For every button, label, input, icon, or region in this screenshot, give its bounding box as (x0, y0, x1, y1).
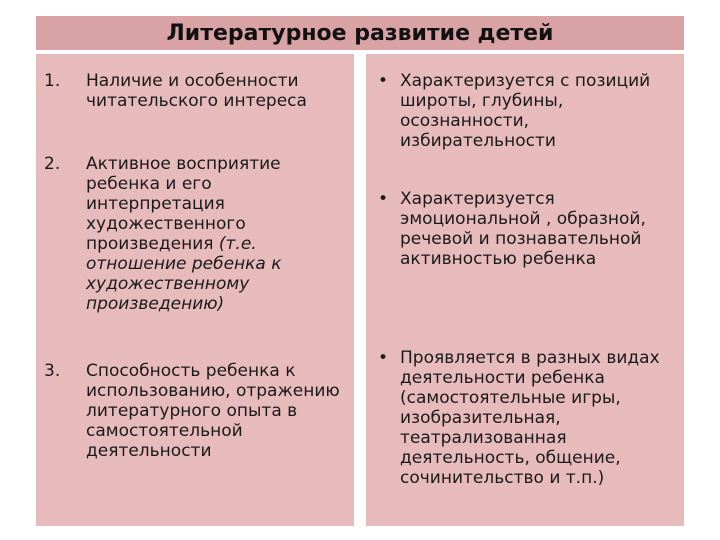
bullet-text: Характеризуется эмоциональной , образной, речевой и познавательной активностью ребенка (400, 189, 646, 269)
item-number: 3. (44, 361, 61, 381)
page-title: Литературное развитие детей (166, 20, 554, 46)
item-text: Способность ребенка к использованию, отражению литературного опыта в самостоятельной деятельности (86, 361, 340, 461)
title-bar (36, 16, 684, 50)
item-text-normal: Активное восприятие ребенка и его интерпретация художественного произведения (86, 154, 281, 254)
bullet-text: Проявляется в разных видах деятельности ребенка (самостоятельные игры, изобразительная, театрализованная деятельность, общение, сочинительство и т.п.) (400, 348, 660, 488)
item-number: 1. (44, 71, 61, 91)
left-column-panel (36, 54, 354, 526)
bullet-icon: • (378, 348, 389, 368)
bullet-text: Характеризуется с позиций широты, глубины, осознанности, избирательности (400, 71, 651, 151)
right-column-panel (366, 54, 684, 526)
item-text (86, 154, 348, 314)
bullet-icon: • (378, 189, 389, 209)
item-text-italic: (т.е. отношение ребенка к художественному произведению) (86, 234, 282, 314)
item-text: Наличие и особенности читательского интереса (86, 71, 307, 111)
bullet-icon: • (378, 71, 389, 91)
item-number: 2. (44, 154, 61, 174)
